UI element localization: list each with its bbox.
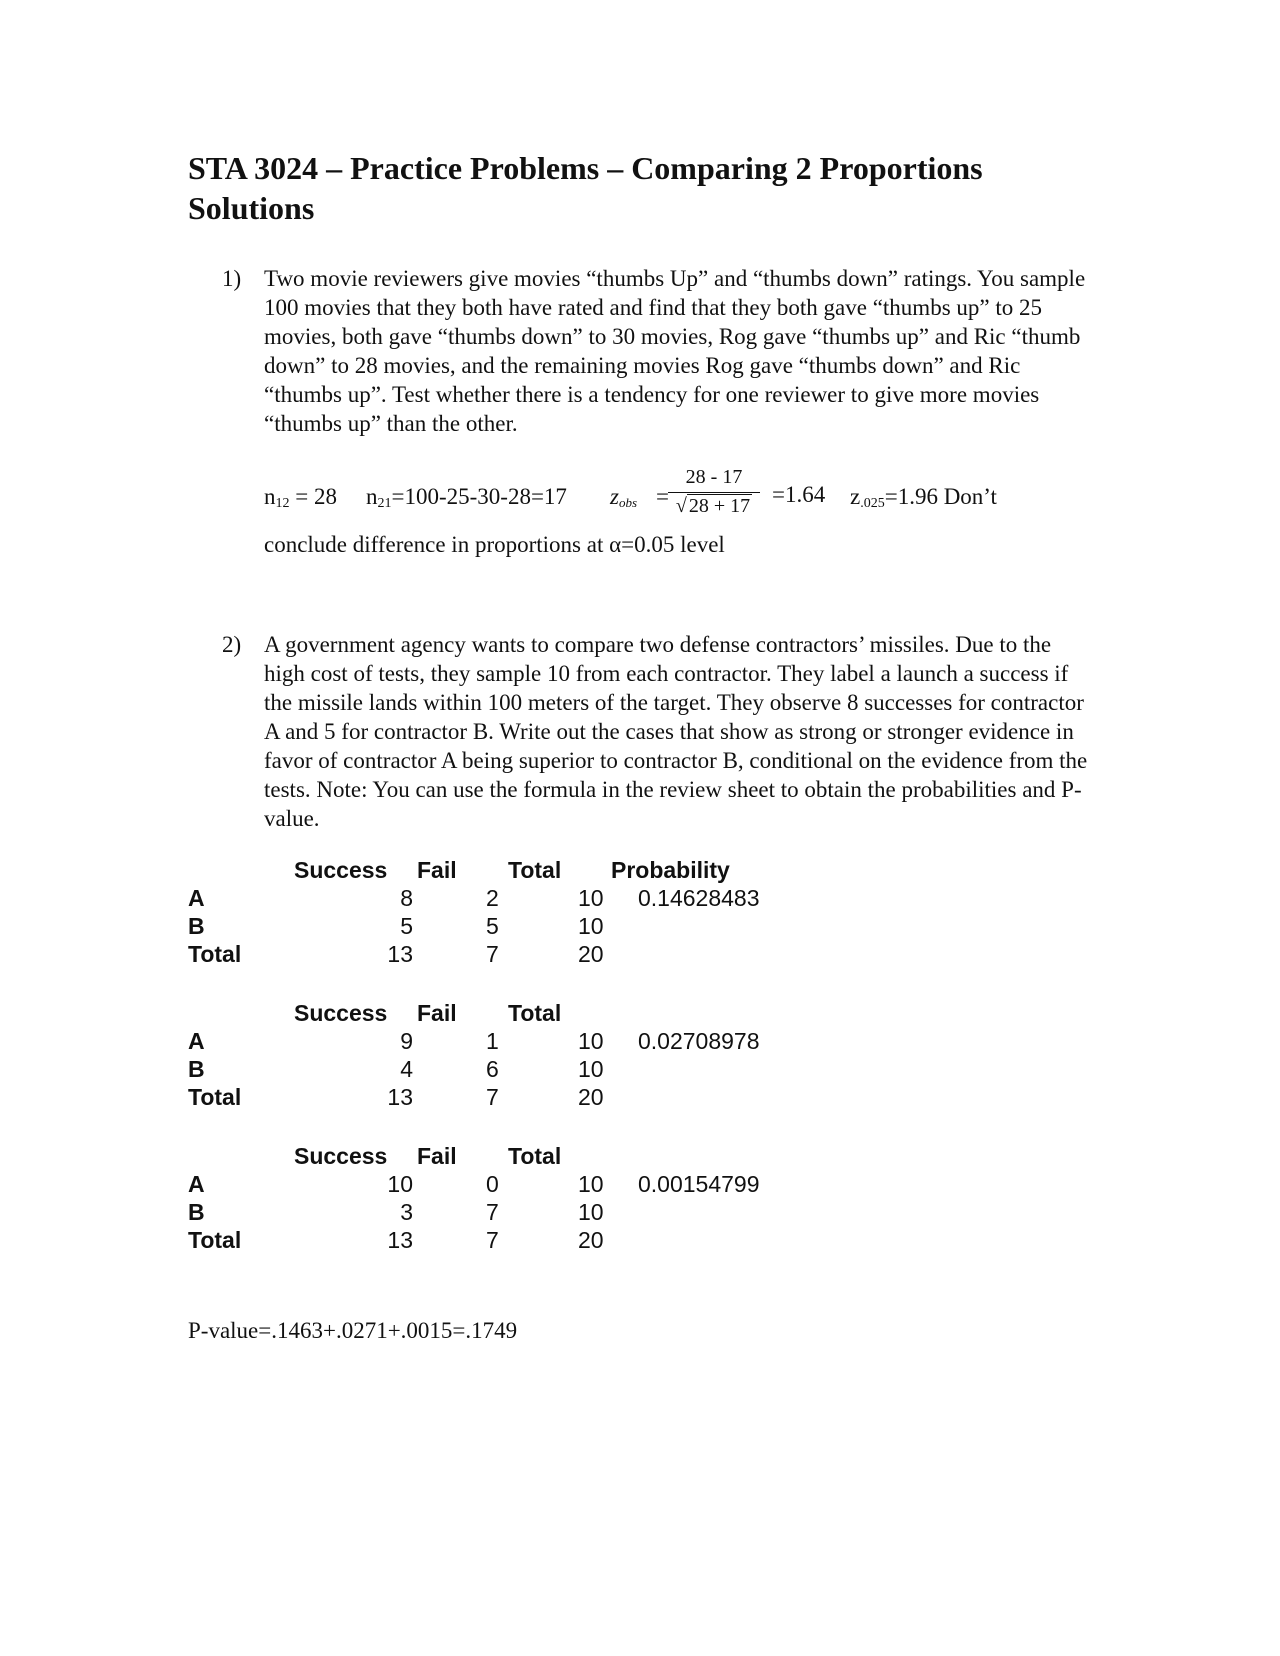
header-fail: Fail xyxy=(417,1000,457,1026)
cell-total: 20 xyxy=(578,1227,604,1253)
conclusion-text: conclude difference in proportions at α=0.05 level xyxy=(264,532,725,557)
problem-1 xyxy=(222,264,1092,438)
cell-fail: 7 xyxy=(486,941,499,967)
cell-fail: 2 xyxy=(486,885,499,911)
cell-success: 9 xyxy=(400,1028,413,1054)
title-line-1: STA 3024 – Practice Problems – Comparing 2 Proportions xyxy=(188,150,983,186)
header-success: Success xyxy=(294,1000,388,1026)
n12-expression: $n_{12} = 28$ xyxy=(264,484,337,511)
n21-expression: $n_{21}=100-25-30-28=17$ xyxy=(366,484,567,511)
page-title xyxy=(188,148,1088,228)
p-value-summary: P-value=.1463+.0271+.0015=.1749 xyxy=(188,1318,518,1343)
header-probability: Probability xyxy=(611,857,730,883)
cell-success: 4 xyxy=(400,1056,413,1082)
header-total: Total xyxy=(508,1143,562,1169)
cell-fail: 5 xyxy=(486,913,499,939)
header-total: Total xyxy=(508,1000,562,1026)
cell-fail: 6 xyxy=(486,1056,499,1082)
problem-2-number: 2) xyxy=(222,632,242,657)
cell-total: 10 xyxy=(578,885,604,911)
row-label-total: Total xyxy=(188,1084,242,1110)
row-label-b: B xyxy=(188,913,205,939)
title-line-2: Solutions xyxy=(188,190,315,226)
cell-total: 10 xyxy=(578,1199,604,1225)
cell-total: 20 xyxy=(578,941,604,967)
cell-success: 13 xyxy=(387,941,413,967)
fraction-denominator: √ 28 + 17 xyxy=(675,495,751,517)
cell-success: 5 xyxy=(400,913,413,939)
header-total: Total xyxy=(508,857,562,883)
problem-2 xyxy=(222,630,1092,833)
row-label-b: B xyxy=(188,1199,205,1225)
cell-total: 10 xyxy=(578,1056,604,1082)
row-label-a: A xyxy=(188,885,205,911)
cell-total: 10 xyxy=(578,1171,604,1197)
cell-total: 10 xyxy=(578,1028,604,1054)
header-fail: Fail xyxy=(417,857,457,883)
cell-fail: 0 xyxy=(486,1171,499,1197)
z-obs-symbol: $z_{obs}$ xyxy=(610,484,638,510)
z-critical: $z_{.025}=1.96$ Don’t xyxy=(850,484,997,511)
radical-icon: √ xyxy=(675,495,687,517)
row-label-total: Total xyxy=(188,941,242,967)
cell-success: 3 xyxy=(400,1199,413,1225)
cell-success: 13 xyxy=(387,1227,413,1253)
cell-fail: 1 xyxy=(486,1028,499,1054)
cell-probability: 0.14628483 xyxy=(638,885,760,911)
equals-sign: = xyxy=(656,484,669,509)
problem-2-text: A government agency wants to compare two defense contractors’ missiles. Due to the high cost of tests, they sample 10 from each contractor. They label a launch a success if the missile lands within 100 meters of the target. They observe 8 successes for contractor A and 5 for contractor B. Write out the cases that show as strong or stronger evidence in favor of contractor A being superior to contractor B, conditional on the evidence from the tests. Note: You can use the formula in the review sheet to obtain the probabilities and P-value. xyxy=(264,632,1088,831)
fraction-numerator: 28 - 17 xyxy=(685,466,743,488)
z-result: =1.64 xyxy=(772,482,826,507)
header-success: Success xyxy=(294,857,388,883)
header-fail: Fail xyxy=(417,1143,457,1169)
cell-success: 13 xyxy=(387,1084,413,1110)
row-label-a: A xyxy=(188,1171,205,1197)
cell-fail: 7 xyxy=(486,1084,499,1110)
problem-1-text: Two movie reviewers give movies “thumbs Up” and “thumbs down” ratings. You sample 100 movies that they both have rated and find that they both gave “thumbs up” to 25 movies, both gave “thumbs down” to 30 movies, Rog gave “thumbs up” and Ric “thumb down” to 28 movies, and the remaining movies Rog gave “thumbs down” and Ric “thumbs up”. Test whether there is a tendency for one reviewer to give more movies “thumbs up” than the other. xyxy=(264,266,1086,436)
cell-fail: 7 xyxy=(486,1227,499,1253)
z-fraction xyxy=(668,464,760,519)
contingency-table-3 xyxy=(188,1142,888,1267)
row-label-total: Total xyxy=(188,1227,242,1253)
cell-total: 20 xyxy=(578,1084,604,1110)
cell-success: 8 xyxy=(400,885,413,911)
problem-1-number: 1) xyxy=(222,266,242,291)
problem-1-solution xyxy=(264,464,1094,558)
cell-probability: 0.02708978 xyxy=(638,1028,760,1054)
cell-total: 10 xyxy=(578,913,604,939)
cell-success: 10 xyxy=(387,1171,413,1197)
cell-probability: 0.00154799 xyxy=(638,1171,760,1197)
row-label-a: A xyxy=(188,1028,205,1054)
cell-fail: 7 xyxy=(486,1199,499,1225)
contingency-table-2 xyxy=(188,999,888,1124)
row-label-b: B xyxy=(188,1056,205,1082)
contingency-table-1 xyxy=(188,856,888,981)
header-success: Success xyxy=(294,1143,388,1169)
